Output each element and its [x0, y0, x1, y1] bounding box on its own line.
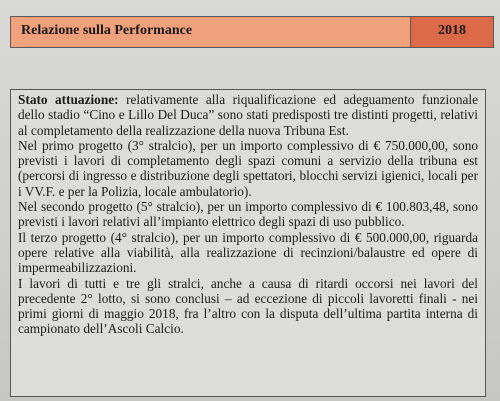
paragraph-3: Nel secondo progetto (5° stralcio), per un importo complessivo di € 100.803,48, sono previsti i lavori relativi all’impianto elettrico degli spazi di uso pubblico. [18, 199, 478, 230]
header-title: Relazione sulla Performance [11, 17, 411, 47]
paragraph-4: Il terzo progetto (4° stralcio), per un importo complessivo di € 500.000,00, riguarda opere relative alla viabilità, alla realizzazione di recinzioni/balaustre ed opere di impermeabilizzazioni. [18, 229, 478, 276]
header-year: 2018 [411, 17, 493, 47]
paragraph-1-text: relativamente alla riqualificazione ed adeguamento funzionale dello stadio “Cino e Lillo Del Duca” sono stati predisposti tre distinti progetti, relativi al completamento della realizzazione della nuova Tribuna Est. [18, 92, 479, 138]
status-box [10, 89, 486, 397]
paragraph-2: Nel primo progetto (3° stralcio), per un importo complessivo di € 750.000,00, sono previsti i lavori di completamento degli spazi comuni a servizio della tribuna est (percorsi di ingresso e distribuzione degli spettatori, blocchi servizi igienici, locali per i VV.F. e per la Polizia, locale ambulatorio). [18, 137, 478, 199]
section-header [10, 16, 494, 48]
paragraph-5: I lavori di tutti e tre gli stralci, anche a causa di ritardi occorsi nei lavori del precedente 2° lotto, si sono conclusi – ad eccezione di piccoli lavoretti finali - nei primi giorni di maggio 2018, fra l’altro con la disputa dell’ultima partita interna di campionato dell’Ascoli Calcio. [18, 275, 478, 337]
status-label: Stato attuazione: [18, 92, 119, 107]
paragraph-status [18, 92, 478, 138]
